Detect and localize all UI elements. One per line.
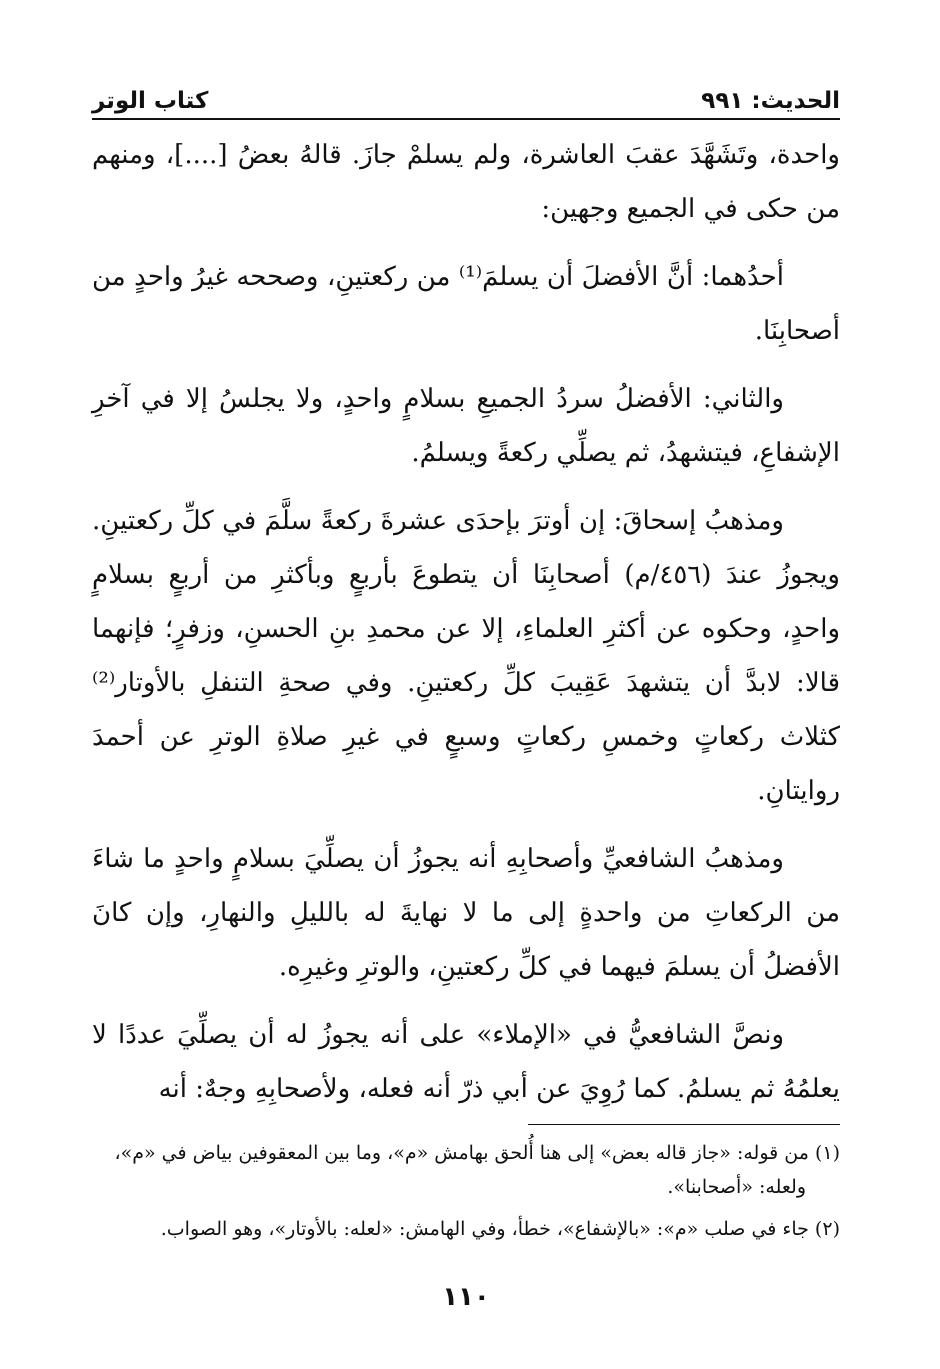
- footnote-text: (٢) جاء في صلب «م»: «بالإشفاع»، خطأ، وفي الهامش: «لعله: بالأوتار»، وهو الصواب.: [160, 1218, 840, 1240]
- footnote-1: [92, 1136, 840, 1204]
- paragraph: ومذهبُ الشافعيِّ وأصحابِهِ أنه يجوزُ أن يصلِّيَ بسلامٍ واحدٍ ما شاءَ من الركعاتِ من واحدةٍ إلى ما لا نهايةَ له بالليلِ والنهارِ، وإن كانَ الأفضلُ أن يسلمَ فيهما في كلِّ ركعتينِ، والوترِ وغيرِه.: [92, 844, 840, 982]
- paragraph: ومذهبُ إسحاقَ: إن أوترَ بإحدَى عشرةَ ركعةً سلَّمَ في كلِّ ركعتينِ. ويجوزُ عندَ (٤٥٦/م) أصحابِنَا أن يتطوعَ بأربعٍ وبأكثرِ من أربعٍ بسلامٍ واحدٍ، وحكوه عن أكثرِ العلماءِ، إلا عن محمدِ بنِ الحسنِ، وزفرٍ؛ فإنهما قالا: لابدَّ أن يتشهدَ عَقِيبَ كلِّ ركعتينِ. وفي صحةِ التنفلِ بالأوتار⁽²⁾ كثلاث ركعاتٍ وخمسِ ركعاتٍ وسبعٍ في غيرِ صلاةِ الوترِ عن أحمدَ روايتانِ.: [92, 506, 841, 806]
- page-number: ١١٠: [442, 1282, 490, 1312]
- footnote-text: (١) من قوله: «جاز قاله بعض» إلى هنا أُلحق بهامش «م»، وما بين المعقوفين بياض في «م»،: [114, 1142, 840, 1164]
- book-title: كتاب الوتر: [92, 88, 209, 114]
- footnotes: [92, 1136, 840, 1254]
- hadith-number-label: الحديث: ٩٩١: [701, 88, 840, 114]
- header-divider: [92, 118, 840, 120]
- footnote-continuation: ولعله: «أصحابنا».: [667, 1176, 806, 1198]
- footnote-2: [92, 1212, 840, 1246]
- footnote-divider: [528, 1124, 840, 1125]
- paragraph: والثاني: الأفضلُ سردُ الجميعِ بسلامٍ واحدٍ، ولا يجلسُ إلا في آخرِ الإشفاعِ، فيتشهدُ، ثم يصلِّي ركعةً ويسلمُ.: [92, 384, 840, 468]
- paragraph: أحدُهما: أنَّ الأفضلَ أن يسلمَ⁽¹⁾ من ركعتينِ، وصححه غيرُ واحدٍ من أصحابِنَا.: [92, 262, 840, 346]
- page-header: [92, 74, 840, 114]
- book-page: [92, 0, 840, 1369]
- main-text: [92, 128, 840, 1130]
- paragraph: واحدة، وتَشَهَّدَ عقبَ العاشرة، ولم يسلمْ جازَ. قالهُ بعضُ [....]، ومنهم من حكى في الجميع وجهين:: [92, 140, 840, 224]
- paragraph: ونصَّ الشافعيُّ في «الإملاء» على أنه يجوزُ له أن يصلِّيَ عددًا لا يعلمُهُ ثم يسلمُ. كما رُوِيَ عن أبي ذرّ أنه فعله، ولأصحابِهِ وجهٌ: أنه: [92, 1020, 840, 1104]
